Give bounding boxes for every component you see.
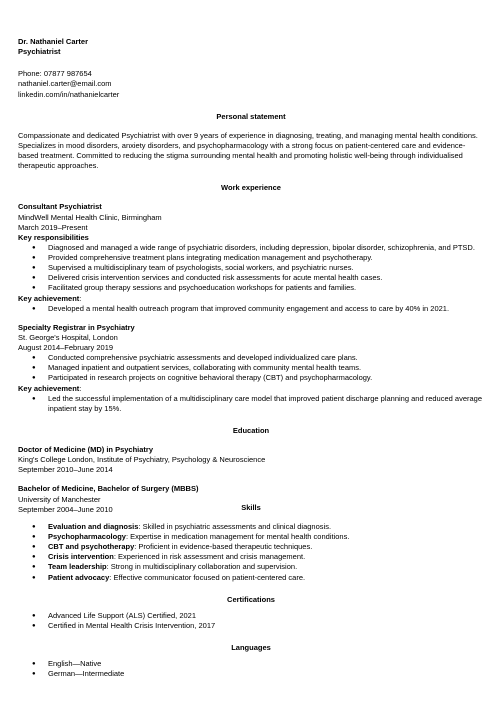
- list-item: ● Conducted comprehensive psychiatric assessments and developed individualized care plans.: [18, 353, 484, 363]
- skill-name: Evaluation and diagnosis: [48, 521, 139, 531]
- list-item: ● Advanced Life Support (ALS) Certified, 2021: [18, 611, 484, 621]
- personal-statement-section: [18, 112, 484, 172]
- achievements-list: [18, 394, 484, 414]
- skill-name: Psychopharmacology: [48, 532, 126, 541]
- list-item: [18, 552, 484, 562]
- skill-desc: : Strong in multidisciplinary collaboration and supervision.: [106, 562, 298, 572]
- degree: Doctor of Medicine (MD) in Psychiatry: [18, 445, 154, 454]
- work-experience-section: [18, 183, 484, 414]
- personal-statement-text: Compassionate and dedicated Psychiatrist with over 9 years of experience in diagnosing, treating, and managing mental health conditions. Specializes in mood disorders, anxiety disorders, and psychopharmacology with a strong focus on patient-centered care and evidence-based treatment. Committed to reducing the stigma surrounding mental health and promoting holistic well-being through individualised therapeutic approaches.: [18, 130, 478, 171]
- section-heading: Skills: [241, 502, 261, 512]
- list-item: ● Certified in Mental Health Crisis Intervention, 2017: [18, 621, 484, 631]
- achievements-list: [18, 304, 484, 314]
- job-dates: March 2019–Present: [18, 222, 88, 232]
- job-title: Specialty Registrar in Psychiatry: [18, 322, 135, 332]
- responsibilities-list: [18, 243, 484, 294]
- education-entry: [18, 445, 484, 475]
- candidate-name: Dr. Nathaniel Carter: [18, 37, 89, 46]
- school: King's College London, Institute of Psychiatry, Psychology & Neuroscience: [18, 455, 266, 465]
- achievement-label-line: Key achievement:: [18, 383, 82, 393]
- list-item: ● Participated in research projects on cognitive behavioral therapy (CBT) and psychopharmacology.: [18, 373, 484, 383]
- list-item: ● Managed inpatient and outpatient services, collaborating with community mental health teams.: [18, 363, 484, 373]
- list-item: ● Led the successful implementation of a multidisciplinary care model that improved patient discharge planning and reduced average inpatient stay by 15%.: [18, 394, 484, 414]
- list-item: ● Facilitated group therapy sessions and psychoeducation workshops for patients and families.: [18, 283, 484, 293]
- skill-name: Team leadership: [48, 562, 107, 572]
- skill-name: Patient advocacy: [48, 572, 110, 582]
- responsibilities-label: Key responsibilities: [18, 232, 89, 242]
- header: [18, 37, 484, 100]
- responsibilities-list: [18, 353, 484, 383]
- skill-desc: : Expertise in medication management for mental health conditions.: [125, 532, 350, 541]
- list-item: ● Provided comprehensive treatment plans integrating medication management and psychotherapy.: [18, 253, 484, 263]
- skill-desc: : Experienced in risk assessment and crisis management.: [113, 552, 306, 562]
- skill-desc: : Proficient in evidence-based therapeutic techniques.: [134, 542, 313, 552]
- phone: Phone: 07877 987654: [18, 69, 92, 79]
- list-item: ● English—Native: [18, 659, 484, 669]
- list-item: ● Developed a mental health outreach program that improved community engagement and access to care by 40% in 2021.: [18, 304, 484, 314]
- list-item: [18, 532, 484, 542]
- achievement-label: Key achievement: [18, 293, 80, 303]
- languages-list: [18, 659, 484, 679]
- certifications-section: [18, 595, 484, 631]
- section-heading: Certifications: [227, 594, 275, 604]
- job-employer: MindWell Mental Health Clinic, Birmingham: [18, 212, 162, 222]
- section-heading: Personal statement: [216, 111, 286, 121]
- list-item: ● Diagnosed and managed a wide range of psychiatric disorders, including depression, bipolar disorder, schizophrenia, and PTSD.: [18, 243, 484, 253]
- job-employer: St. George's Hospital, London: [18, 332, 118, 342]
- skill-desc: : Skilled in psychiatric assessments and clinical diagnosis.: [138, 521, 332, 531]
- list-item: ● Supervised a multidisciplinary team of psychologists, social workers, and psychiatric nurses.: [18, 263, 484, 273]
- list-item: [18, 542, 484, 552]
- education-dates: September 2010–June 2014: [18, 465, 113, 475]
- education-dates: September 2004–June 2010: [18, 504, 113, 514]
- school: University of Manchester: [18, 494, 101, 504]
- section-heading: Work experience: [221, 183, 281, 193]
- section-heading: Languages: [231, 643, 271, 652]
- list-item: ● German—Intermediate: [18, 669, 484, 679]
- achievement-label-line: Key achievement:: [18, 293, 82, 303]
- skill-desc: : Effective communicator focused on patient-centered care.: [109, 572, 306, 582]
- list-item: ● Delivered crisis intervention services and conducted risk assessments for acute mental health cases.: [18, 273, 484, 283]
- list-item: [18, 562, 484, 572]
- list-item: [18, 522, 484, 532]
- education-section: [18, 426, 484, 515]
- candidate-title: Psychiatrist: [18, 47, 61, 57]
- job-dates: August 2014–February 2019: [18, 343, 114, 352]
- linkedin: linkedin.com/in/nathanielcarter: [18, 89, 120, 99]
- list-item: [18, 573, 484, 583]
- job-entry: [18, 202, 484, 313]
- achievement-label: Key achievement: [18, 383, 80, 393]
- job-title: Consultant Psychiatrist: [18, 202, 102, 212]
- languages-section: [18, 643, 484, 679]
- degree: Bachelor of Medicine, Bachelor of Surgery (MBBS): [18, 484, 199, 494]
- skill-name: Crisis intervention: [48, 552, 114, 562]
- email: nathaniel.carter@email.com: [18, 79, 112, 89]
- skills-list: [18, 522, 484, 583]
- resume-page: [18, 37, 484, 679]
- skill-name: CBT and psychotherapy: [48, 542, 135, 552]
- certifications-list: [18, 611, 484, 631]
- job-entry: [18, 323, 484, 414]
- section-heading: Education: [232, 425, 270, 435]
